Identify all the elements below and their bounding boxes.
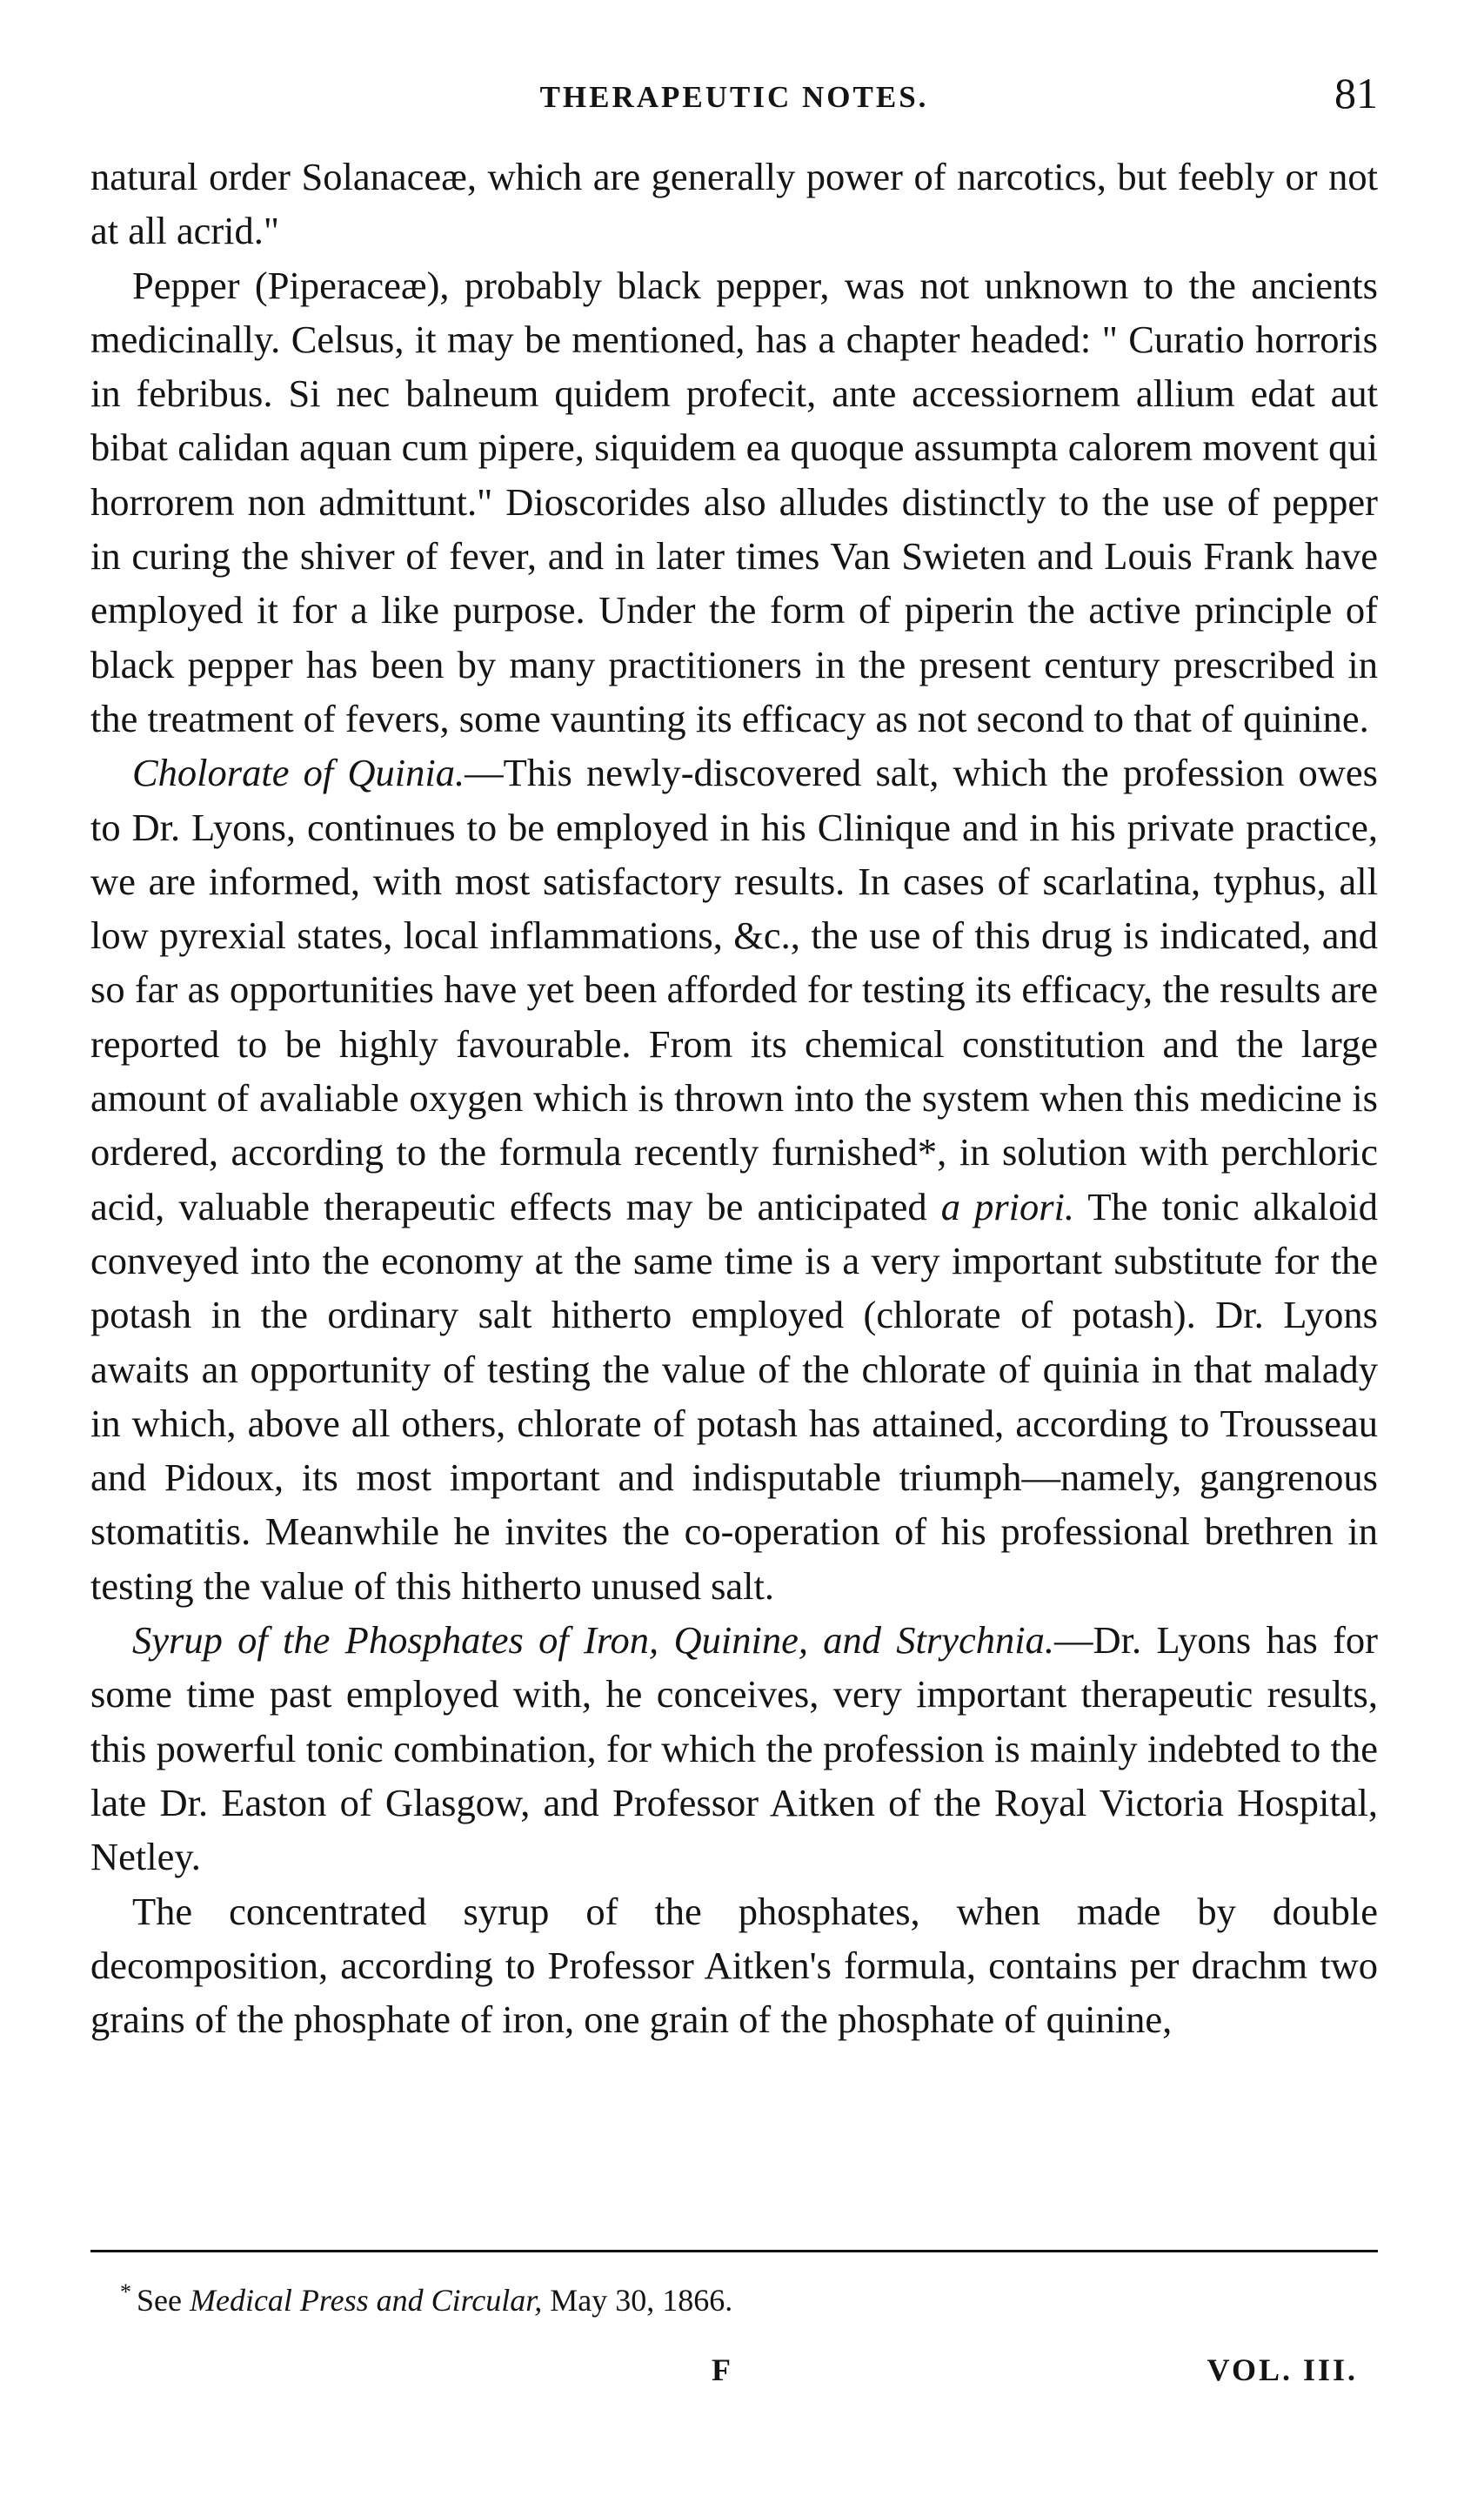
footnote-citation-title: Medical Press and Circular, [189, 2283, 543, 2318]
body-text [90, 150, 1378, 2046]
paragraph-text: The concentrated syrup of the phosphates, when made by double decomposition, according to Professor Aitken's formula, contains per drachm two grains of the phosphate of iron, one grain of the phosphate of quinine, [90, 1889, 1378, 2042]
paragraph-pepper [90, 258, 1378, 746]
paragraph-concentrated-syrup [90, 1884, 1378, 2047]
footnote [120, 2272, 732, 2320]
paragraph-syrup-of-phosphates [90, 1613, 1378, 1884]
signature-mark: F [712, 2352, 731, 2387]
footnote-rule [90, 2250, 1378, 2252]
section-heading: Syrup of the Phosphates of Iron, Quinine, and Strychnia. [132, 1618, 1054, 1663]
volume-label: VOL. III. [1207, 2352, 1358, 2387]
page-header [90, 68, 1378, 129]
page-number: 81 [1334, 69, 1378, 117]
paragraph-text-continued: The tonic alkaloid conveyed into the economy at the same time is a very important substitute for the potash in the ordinary salt hitherto employed (chlorate of potash). Dr. Lyons awaits an opportunity of testing the value of the chlorate of quinia in that malady in which, above all others, chlorate of potash has attained, according to Trousseau and Pidoux, its most important and indisputable triumph—namely, gangrenous stomatitis. Meanwhile he invites the co-operation of his professional brethren in testing the value of this hitherto unused salt. [90, 1184, 1378, 1608]
footnote-suffix: May 30, 1866. [542, 2283, 733, 2318]
paragraph-text: —Dr. Lyons has for some time past employed with, he conceives, very important therapeutic results, this powerful tonic combination, for which the profession is mainly indebted to the late Dr. Easton of Glasgow, and Professor Aitken of the Royal Victoria Hospital, Netley. [90, 1618, 1378, 1879]
paragraph-chlorate-of-quinia [90, 746, 1378, 1613]
section-heading: Cholorate of Quinia. [132, 751, 465, 795]
paragraph-text: Pepper (Piperaceæ), probably black pepper, was not unknown to the ancients medicinally. Celsus, it may be mentioned, has a chapter headed: " Curatio horroris in febribus. Si nec balneum quidem profecit, ante accessiornem allium edat aut bibat calidan aquan cum pipere, siquidem ea quoque assumpta calorem movent qui horrorem non admittunt." Dioscorides also alludes distinctly to the use of pepper in curing the shiver of fever, and in later times Van Swieten and Louis Frank have employed it for a like purpose. Under the form of piperin the active principle of black pepper has been by many practitioners in the present century prescribed in the treatment of fevers, some vaunting its efficacy as not second to that of quinine. [90, 263, 1378, 740]
paragraph-text: —This newly-discovered salt, which the profession owes to Dr. Lyons, continues to be employed in his Clinique and in his private practice, we are informed, with most satisfactory results. In cases of scarlatina, typhus, all low pyrexial states, local inflammations, &c., the use of this drug is indicated, and so far as opportunities have yet been afforded for testing its efficacy, the results are reported to be highly favourable. From its chemical constitution and the large amount of avaliable oxygen which is thrown into the system when this medicine is ordered, according to the formula recently furnished*, in solution with perchloric acid, valuable therapeutic effects may be anticipated [90, 751, 1378, 1228]
italic-phrase: a priori. [940, 1184, 1075, 1228]
paragraph-text: natural order Solanaceæ, which are generally power of narcotics, but feebly or not at all acrid." [90, 155, 1378, 253]
running-head: THERAPEUTIC NOTES. [539, 80, 929, 114]
footnote-prefix: See [137, 2283, 190, 2318]
footnote-marker: * [120, 2279, 131, 2305]
paragraph-continuation [90, 150, 1378, 258]
